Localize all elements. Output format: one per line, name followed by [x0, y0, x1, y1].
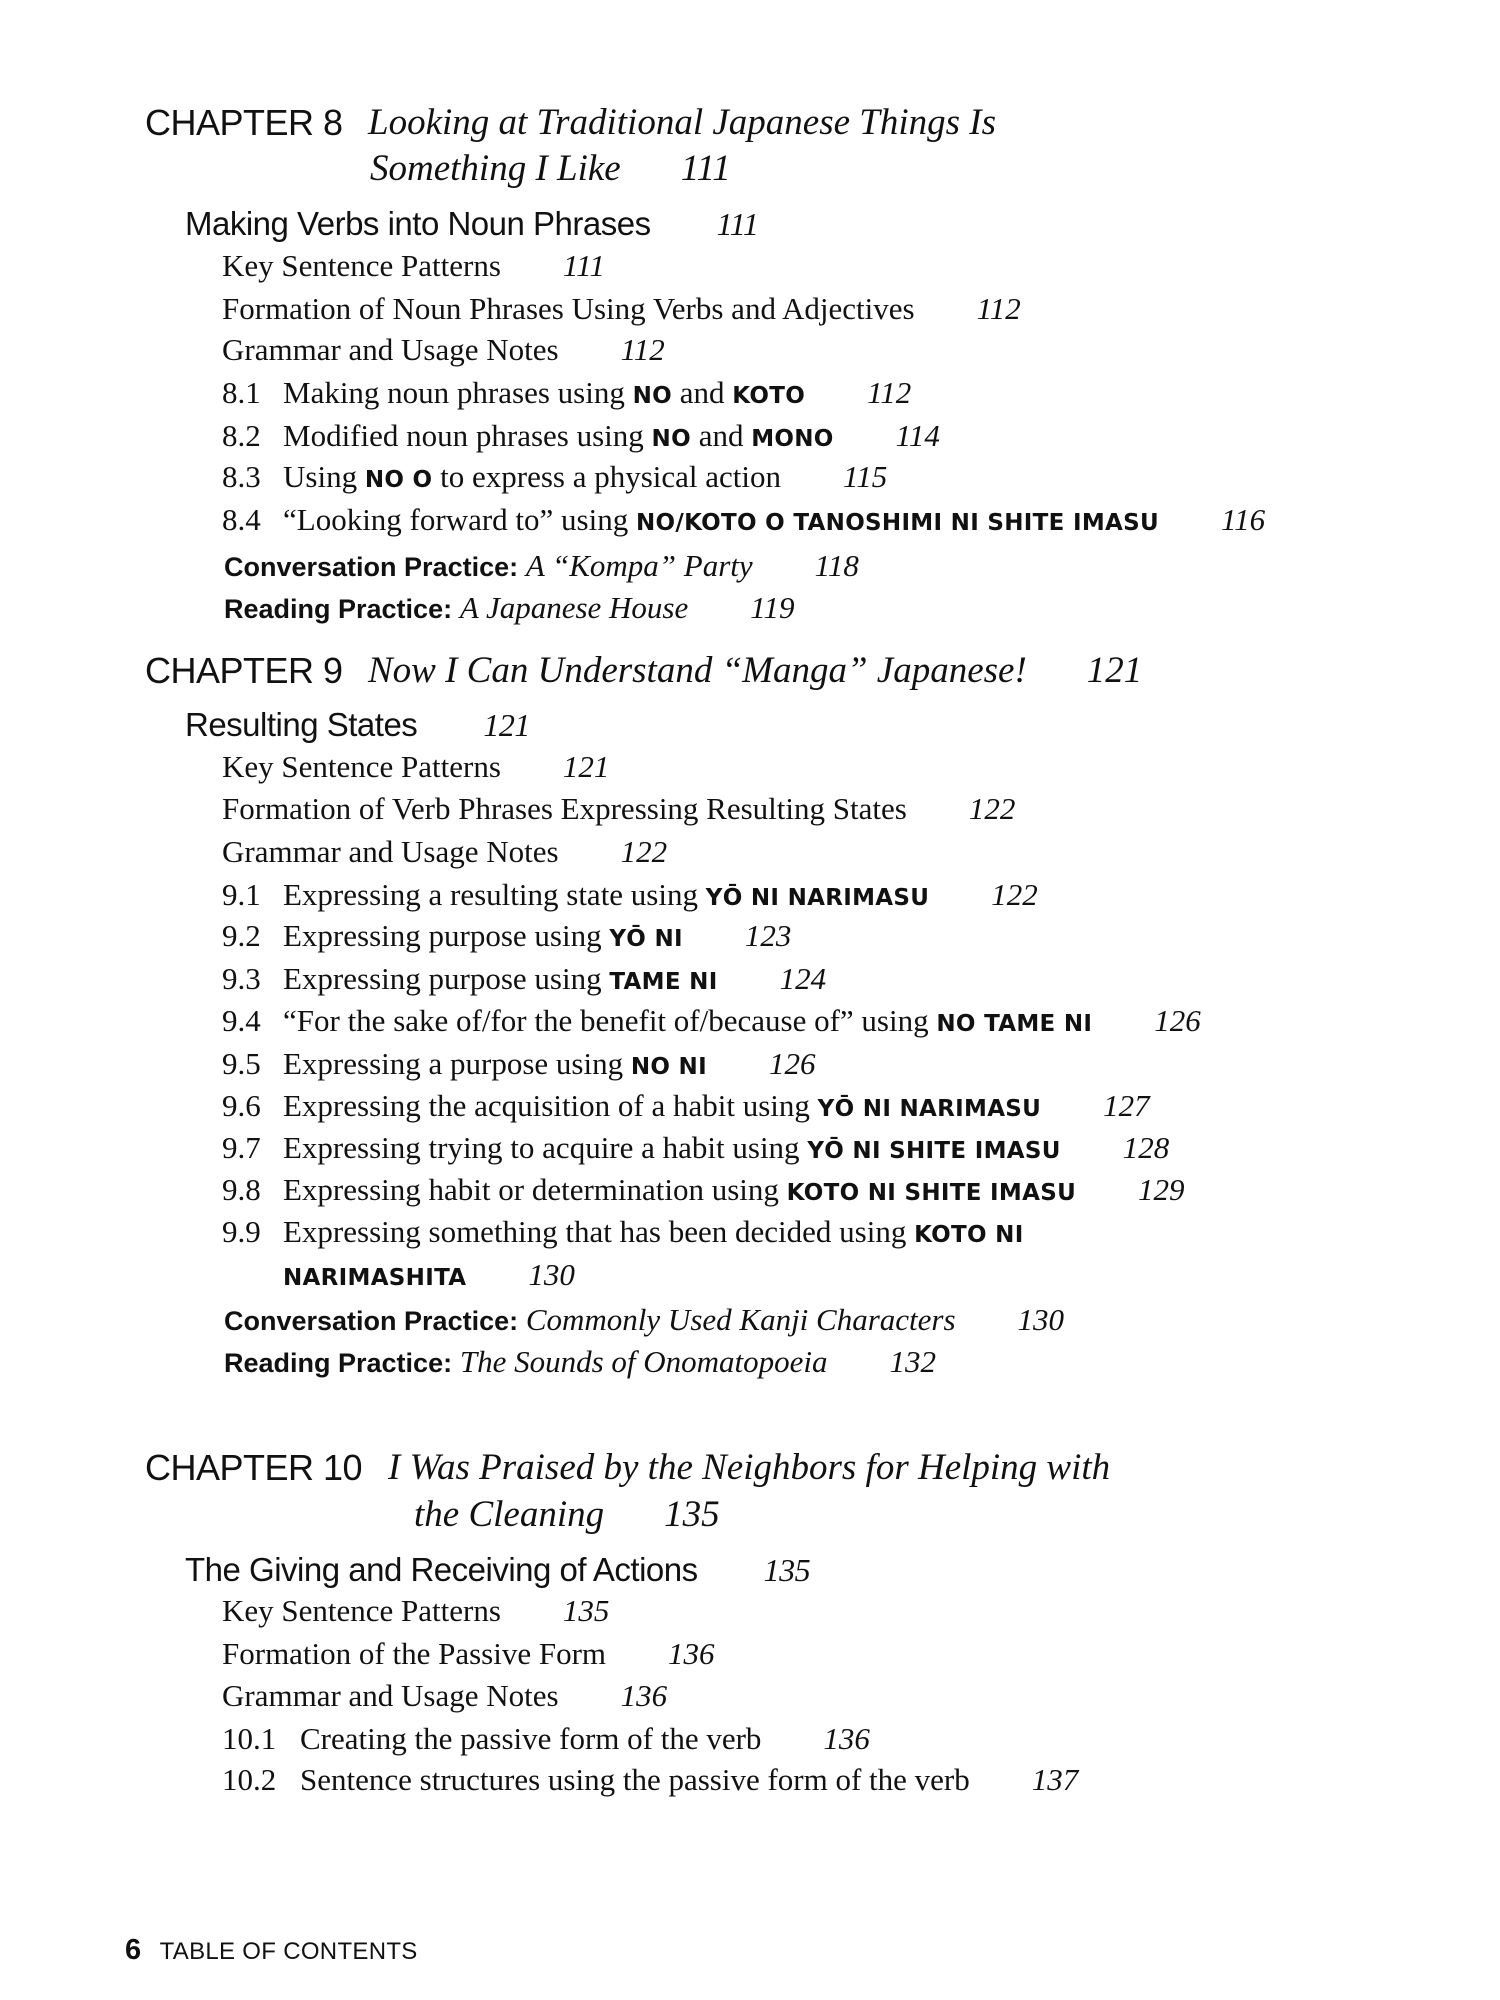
- toc-entry[interactable]: [222, 1632, 715, 1676]
- toc-entry[interactable]: [222, 787, 1015, 831]
- subsection-text: Expressing purpose using: [283, 918, 610, 953]
- keyword: YŌ NI NARIMASU: [705, 885, 930, 911]
- toc-entry[interactable]: [222, 745, 609, 789]
- subsection-text: Expressing trying to acquire a habit using: [283, 1130, 808, 1165]
- page-number: 114: [895, 418, 940, 453]
- page-number: 121: [1086, 650, 1143, 691]
- entry-title: Formation of the Passive Form: [222, 1636, 607, 1671]
- entry-title: Grammar and Usage Notes: [222, 1678, 559, 1713]
- subsection-number: 8.2: [222, 418, 261, 453]
- practice-entry[interactable]: [224, 1298, 1064, 1342]
- subsection-number: 8.1: [222, 375, 261, 410]
- page-number: 136: [620, 1678, 668, 1713]
- subsection-entry[interactable]: [222, 1758, 1078, 1802]
- chapter-title-line[interactable]: [368, 649, 1142, 693]
- toc-entry[interactable]: [222, 1589, 609, 1633]
- subsection-text: and: [690, 418, 752, 453]
- page-number: 116: [1220, 502, 1266, 537]
- practice-label: Reading Practice:: [224, 1348, 453, 1378]
- page-number: 123: [744, 918, 792, 953]
- subsection-number: 9.1: [222, 877, 261, 912]
- subsection-text: Expressing purpose using: [283, 961, 610, 996]
- subsection-number: 10.1: [222, 1721, 277, 1756]
- practice-title: A “Kompa” Party: [525, 548, 753, 583]
- page-number: 130: [1017, 1302, 1065, 1337]
- chapter-title: Something I Like: [370, 148, 621, 189]
- chapter-title-line[interactable]: [414, 1493, 720, 1537]
- subsection-number: 9.3: [222, 961, 261, 996]
- section-heading[interactable]: [185, 1548, 810, 1592]
- page-footer: [125, 1934, 418, 1967]
- practice-entry[interactable]: [224, 1340, 936, 1384]
- subsection-entry[interactable]: [222, 999, 1201, 1043]
- subsection-text: Expressing the acquisition of a habit using: [283, 1088, 818, 1123]
- chapter-title-line[interactable]: [370, 147, 731, 191]
- page-number: 111: [716, 206, 759, 242]
- page-number: 129: [1138, 1172, 1185, 1207]
- subsection-text: Making noun phrases using: [283, 375, 633, 410]
- chapter-title-line[interactable]: [388, 1446, 1110, 1490]
- subsection-text: to express a physical action: [432, 459, 782, 494]
- subsection-number: 9.2: [222, 918, 261, 953]
- chapter-title: the Cleaning: [414, 1494, 605, 1535]
- toc-entry[interactable]: [222, 244, 605, 288]
- subsection-text: Sentence structures using the passive form of the verb: [300, 1762, 970, 1797]
- keyword: NO/KOTO O TANOSHIMI NI SHITE IMASU: [635, 510, 1159, 536]
- keyword: MONO: [751, 426, 834, 452]
- page-number: 119: [750, 590, 795, 625]
- section-title: Making Verbs into Noun Phrases: [185, 205, 651, 242]
- chapter-heading-label[interactable]: [145, 649, 343, 693]
- subsection-text: Expressing a purpose using: [283, 1046, 631, 1081]
- subsection-entry[interactable]: [222, 1042, 815, 1086]
- chapter-label: CHAPTER 9: [145, 650, 343, 691]
- practice-label: Conversation Practice:: [224, 552, 519, 582]
- page-number: 115: [843, 459, 888, 494]
- entry-title: Key Sentence Patterns: [222, 1593, 501, 1628]
- page-number: 136: [823, 1721, 870, 1756]
- chapter-heading-label[interactable]: [145, 101, 343, 145]
- subsection-number: 10.2: [222, 1762, 277, 1797]
- footer-label: TABLE OF CONTENTS: [159, 1938, 418, 1965]
- page-number: 136: [668, 1636, 715, 1671]
- page-number: 122: [991, 877, 1038, 912]
- practice-entry[interactable]: [224, 586, 794, 630]
- page-number: 112: [976, 291, 1021, 326]
- subsection-text: “Looking forward to” using: [283, 502, 636, 537]
- page-number: 128: [1122, 1130, 1170, 1165]
- page-number: 112: [620, 332, 665, 367]
- toc-entry[interactable]: [222, 287, 1021, 331]
- page-number: 121: [483, 707, 530, 743]
- footer-page-number: 6: [125, 1934, 142, 1966]
- keyword: NO: [651, 426, 691, 452]
- chapter-label: CHAPTER 8: [145, 102, 343, 143]
- toc-entry[interactable]: [222, 328, 665, 372]
- page-number: 135: [664, 1494, 720, 1535]
- chapter-title: Looking at Traditional Japanese Things Is: [368, 102, 997, 143]
- page-number: 118: [814, 548, 859, 583]
- subsection-number: 8.4: [222, 502, 261, 537]
- keyword: NO O: [364, 467, 433, 493]
- entry-title: Key Sentence Patterns: [222, 749, 501, 784]
- page-number: 127: [1103, 1088, 1150, 1123]
- page-number: 112: [867, 375, 912, 410]
- subsection-entry[interactable]: [222, 1084, 1150, 1128]
- subsection-number: 9.9: [222, 1214, 261, 1249]
- entry-title: Grammar and Usage Notes: [222, 332, 559, 367]
- page-number: 111: [562, 248, 605, 283]
- section-title: Resulting States: [185, 706, 418, 743]
- chapter-heading-label[interactable]: [145, 1446, 362, 1490]
- page-number: 135: [562, 1593, 610, 1628]
- page-number: 130: [528, 1257, 575, 1292]
- subsection-text: Expressing habit or determination using: [283, 1172, 787, 1207]
- section-heading[interactable]: [185, 202, 758, 246]
- entry-title: Formation of Noun Phrases Using Verbs and Adjectives: [222, 291, 915, 326]
- keyword: YŌ NI: [609, 926, 683, 952]
- keyword: NO: [632, 383, 672, 409]
- subsection-text: “For the sake of/for the benefit of/because of” using: [283, 1003, 937, 1038]
- page-number: 132: [889, 1344, 937, 1379]
- subsection-entry[interactable]: [283, 1253, 575, 1297]
- subsection-number: 8.3: [222, 459, 261, 494]
- page-number: 135: [763, 1552, 811, 1588]
- entry-title: Key Sentence Patterns: [222, 248, 501, 283]
- chapter-label: CHAPTER 10: [145, 1447, 363, 1488]
- keyword: KOTO: [732, 383, 806, 409]
- section-title: The Giving and Receiving of Actions: [185, 1551, 698, 1588]
- practice-title: Commonly Used Kanji Characters: [525, 1302, 956, 1337]
- subsection-text: and: [672, 375, 733, 410]
- page-number: 122: [620, 834, 668, 869]
- keyword: KOTO NI SHITE IMASU: [786, 1180, 1077, 1206]
- toc-entry[interactable]: [222, 830, 667, 874]
- page-number: 137: [1031, 1762, 1079, 1797]
- subsection-entry[interactable]: [222, 498, 1265, 542]
- chapter-title: Now I Can Understand “Manga” Japanese!: [368, 650, 1027, 691]
- subsection-number: 9.6: [222, 1088, 261, 1123]
- subsection-number: 9.7: [222, 1130, 261, 1165]
- subsection-text: Expressing a resulting state using: [283, 877, 706, 912]
- subsection-text: Expressing something that has been decided using: [283, 1214, 915, 1249]
- keyword: YŌ NI NARIMASU: [817, 1096, 1042, 1122]
- subsection-entry[interactable]: [222, 1717, 870, 1761]
- practice-entry[interactable]: [224, 544, 859, 588]
- entry-title: Grammar and Usage Notes: [222, 834, 559, 869]
- subsection-entry[interactable]: [222, 1168, 1185, 1212]
- keyword: NO TAME NI: [936, 1011, 1093, 1037]
- subsection-number: 9.4: [222, 1003, 261, 1038]
- subsection-entry[interactable]: [222, 1210, 1024, 1254]
- subsection-entry[interactable]: [222, 455, 887, 499]
- page-number: 122: [968, 791, 1016, 826]
- keyword: NO NI: [630, 1054, 707, 1080]
- subsection-entry[interactable]: [222, 414, 940, 458]
- page-number: 111: [680, 148, 731, 189]
- section-heading[interactable]: [185, 703, 530, 747]
- practice-title: The Sounds of Onomatopoeia: [459, 1344, 828, 1379]
- practice-label: Conversation Practice:: [224, 1306, 519, 1336]
- chapter-title-line[interactable]: [368, 101, 996, 145]
- chapter-title: I Was Praised by the Neighbors for Helping with: [388, 1447, 1111, 1488]
- entry-title: Formation of Verb Phrases Expressing Resulting States: [222, 791, 907, 826]
- subsection-text: Creating the passive form of the verb: [300, 1721, 762, 1756]
- subsection-number: 9.5: [222, 1046, 261, 1081]
- keyword: KOTO NI: [914, 1222, 1024, 1248]
- page-number: 124: [779, 961, 827, 996]
- subsection-entry[interactable]: [222, 957, 826, 1001]
- subsection-text: Using: [283, 459, 365, 494]
- subsection-number: 9.8: [222, 1172, 261, 1207]
- page-number: 121: [562, 749, 610, 784]
- practice-title: A Japanese House: [459, 590, 689, 625]
- keyword: TAME NI: [609, 969, 718, 995]
- keyword: YŌ NI SHITE IMASU: [807, 1138, 1061, 1164]
- practice-label: Reading Practice:: [224, 594, 453, 624]
- subsection-entry[interactable]: [222, 1126, 1169, 1170]
- subsection-entry[interactable]: [222, 873, 1038, 917]
- toc-entry[interactable]: [222, 1674, 667, 1718]
- page-number: 126: [768, 1046, 816, 1081]
- subsection-text: Modified noun phrases using: [283, 418, 652, 453]
- subsection-entry[interactable]: [222, 371, 911, 415]
- page-number: 126: [1154, 1003, 1201, 1038]
- keyword: NARIMASHITA: [283, 1265, 467, 1291]
- subsection-entry[interactable]: [222, 914, 791, 958]
